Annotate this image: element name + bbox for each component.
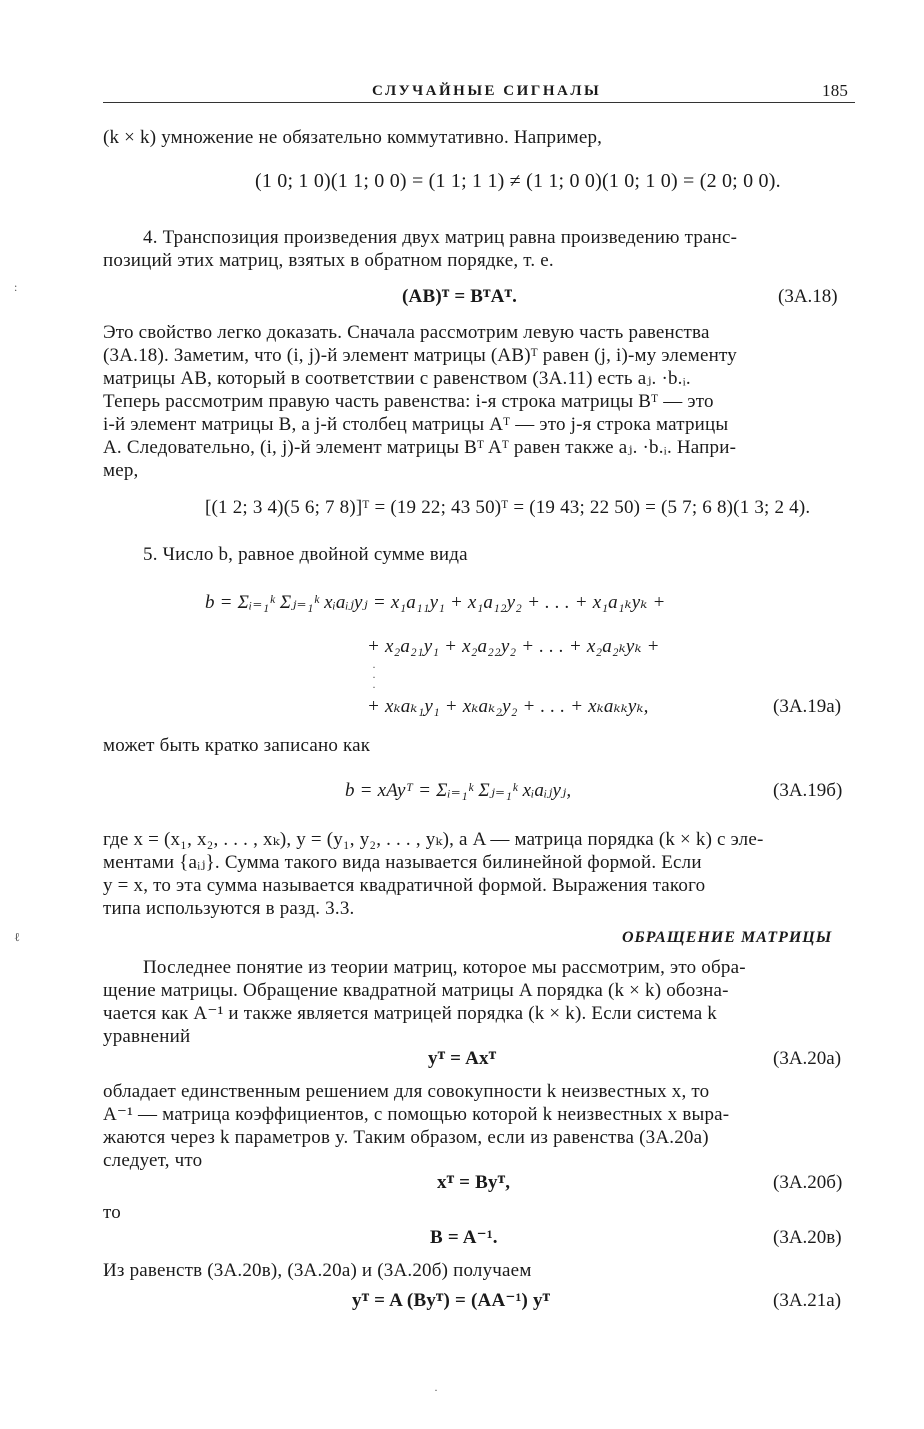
equation: (1 0; 1 0)(1 1; 0 0) = (1 1; 1 1) ≠ (1 1; 0 0)(1 0; 1 0) = (2 0; 0 0). [255,170,781,192]
equation: + x₂a₂₁y₁ + x₂a₂₂y₂ + . . . + x₂a₂ₖyₖ + [367,636,660,657]
text-line: позиций этих матриц, взятых в обратном порядке, т. е. [103,250,554,271]
equation-number: (3А.21а) [773,1290,842,1311]
equation: yᵀ = Axᵀ [428,1048,497,1069]
equation: + xₖaₖ₁y₁ + xₖaₖ₂y₂ + . . . + xₖaₖₖyₖ, [367,696,649,717]
equation: xᵀ = Byᵀ, [437,1172,511,1193]
text-line: Это свойство легко доказать. Сначала рассмотрим левую часть равенства [103,322,710,343]
text-line: (k × k) умножение не обязательно коммутативно. Например, [103,127,603,148]
text-line: чается как A⁻¹ и также является матрицей порядка (k × k). Если система k [103,1003,717,1024]
equation: b = Σᵢ₌₁ᵏ Σⱼ₌₁ᵏ xᵢaᵢⱼyⱼ = x₁a₁₁y₁ + x₁a₁₂y₂ + . . . + x₁a₁ₖyₖ + [205,592,666,613]
equation: B = A⁻¹. [430,1227,498,1248]
text-line: обладает единственным решением для совокупности k неизвестных x, то [103,1081,710,1102]
equation-number: (3А.19а) [773,696,842,717]
text-line: то [103,1202,121,1223]
equation: [(1 2; 3 4)(5 6; 7 8)]ᵀ = (19 22; 43 50)ᵀ = (19 43; 22 50) = (5 7; 6 8)(1 3; 2 4). [205,497,811,518]
equation: yᵀ = A (Byᵀ) = (AA⁻¹) yᵀ [352,1290,551,1311]
text-line: y = x, то эта сумма называется квадратичной формой. Выражения такого [103,875,706,896]
text-line: где x = (x₁, x₂, . . . , xₖ), y = (y₁, y₂, . . . , yₖ), а A — матрица порядка (k × k) с эле- [103,829,764,850]
text-line: типа используются в разд. 3.3. [103,898,355,919]
text-line: A. Следовательно, (i, j)-й элемент матрицы Bᵀ Aᵀ равен также aⱼ. ·b.ᵢ. Напри- [103,437,737,458]
text-line: 5. Число b, равное двойной сумме вида [143,544,468,565]
text-line: Последнее понятие из теории матриц, которое мы рассмотрим, это обра- [143,957,746,978]
section-heading: ОБРАЩЕНИЕ МАТРИЦЫ [622,929,833,946]
text-line: мер, [103,460,139,481]
text-line: (3А.18). Заметим, что (i, j)-й элемент матрицы (AB)ᵀ равен (j, i)-му элементу [103,345,737,366]
equation-number: (3А.18) [778,286,838,307]
text-line: Из равенств (3А.20в), (3А.20а) и (3А.20б) получаем [103,1260,532,1281]
page-number: 185 [822,81,849,100]
book-page: СЛУЧАЙНЫЕ СИГНАЛЫ 185 (k × k) умножение не обязательно коммутативно. Например, (1 0; 1 0)(1 1; 0 0) = (1 1; 1 1) ≠ (1 1; 0 0)(1 0; 1 0) = (2 0; 0 0). 4. Транспозиция произведения двух матриц равна произведению транс- позиций этих матриц, взятых в обратном порядке, т. е. (AB)ᵀ = BᵀAᵀ. (3А.18) Это свойство легко доказать. Сначала рассмотрим левую часть равенства (3А.18). Заметим, что (i, j)-й элемент матрицы (AB)ᵀ равен (j, i)-му элементу матрицы AB, который в соответствии с равенством (3А.11) есть aⱼ. ·b.ᵢ. Теперь рассмотрим правую часть равенства: i-я строка матрицы Bᵀ — это i-й элемент матрицы B, а j-й столбец матрицы Aᵀ — это j-я строка матрицы A. Следовательно, (i, j)-й элемент матрицы Bᵀ Aᵀ равен также aⱼ. ·b.ᵢ. Напри- мер, [(1 2; 3 4)(5 6; 7 8)]ᵀ = (19 22; 43 50)ᵀ = (19 43; 22 50) = (5 7; 6 8)(1 3; 2 4). 5. Число b, равное двойной сумме вида b = Σᵢ₌₁ᵏ Σⱼ₌₁ᵏ xᵢaᵢⱼyⱼ = x₁a₁₁y₁ + x₁a₁₂y₂ + . . . + x₁a₁ₖyₖ + + x₂a₂₁y₁ + x₂a₂₂y₂ + . . . + x₂a₂ₖyₖ + · · · + xₖaₖ₁y₁ + xₖaₖ₂y₂ + . . . + xₖaₖₖyₖ, (3А.19а) может быть кратко записано как b = xAyᵀ = Σᵢ₌₁ᵏ Σⱼ₌₁ᵏ xᵢaᵢⱼyⱼ, (3А.19б) где x = (x₁, x₂, . . . , xₖ), y = (y₁, y₂, . . . , yₖ), а A — матрица порядка (k × k) с эле- ментами {aᵢⱼ}. Сумма такого вида называется билинейной формой. Если y = x, то эта сумма называется квадратичной формой. Выражения такого типа используются в разд. 3.3. ОБРАЩЕНИЕ МАТРИЦЫ Последнее понятие из теории матриц, которое мы рассмотрим, это обра- щение матрицы. Обращение квадратной матрицы A порядка (k × k) обозна- чается как A⁻¹ и также является матрицей порядка (k × k). Если система k уравнений yᵀ = Axᵀ (3А.20а) обладает единственным решением для совокупности k неизвестных x, то A⁻¹ — матрица коэффициентов, с помощью которой k неизвестных x выра- жаются через k параметров y. Таким образом, если из равенства (3А.20а) следует, что xᵀ = Byᵀ, (3А.20б) то B = A⁻¹. (3А.20в) Из равенств (3А.20в), (3А.20а) и (3А.20б) получаем yᵀ = A (Byᵀ) = (AA⁻¹) yᵀ (3А.21а) : ℓ · [0,0,924,1429]
text-line: может быть кратко записано как [103,735,371,756]
text-line: i-й элемент матрицы B, а j-й столбец матрицы Aᵀ — это j-я строка матрицы [103,414,729,435]
text-line: A⁻¹ — матрица коэффициентов, с помощью которой k неизвестных x выра- [103,1104,730,1125]
equation: (AB)ᵀ = BᵀAᵀ. [402,286,518,307]
equation-number: (3А.20б) [773,1172,843,1193]
equation: b = xAyᵀ = Σᵢ₌₁ᵏ Σⱼ₌₁ᵏ xᵢaᵢⱼyⱼ, [345,780,572,801]
equation-number: (3А.20в) [773,1227,842,1248]
text-line: матрицы AB, который в соответствии с равенством (3А.11) есть aⱼ. ·b.ᵢ. [103,368,691,389]
text-line: 4. Транспозиция произведения двух матриц равна произведению транс- [143,227,738,248]
scan-mark: ℓ [14,930,20,944]
equation-number: (3А.19б) [773,780,843,801]
text-line: ментами {aᵢⱼ}. Сумма такого вида называется билинейной формой. Если [103,852,702,873]
running-title: СЛУЧАЙНЫЕ СИГНАЛЫ [372,83,602,99]
text-line: щение матрицы. Обращение квадратной матрицы A порядка (k × k) обозна- [103,980,729,1001]
header-rule [103,102,855,103]
equation-number: (3А.20а) [773,1048,842,1069]
scan-mark: · [434,1383,438,1397]
text-line: следует, что [103,1150,203,1171]
scan-mark: : [14,280,18,294]
text-line: уравнений [103,1026,191,1047]
text-line: Теперь рассмотрим правую часть равенства: i-я строка матрицы Bᵀ — это [103,391,714,412]
text-line: жаются через k параметров y. Таким образом, если из равенства (3А.20а) [103,1127,709,1148]
